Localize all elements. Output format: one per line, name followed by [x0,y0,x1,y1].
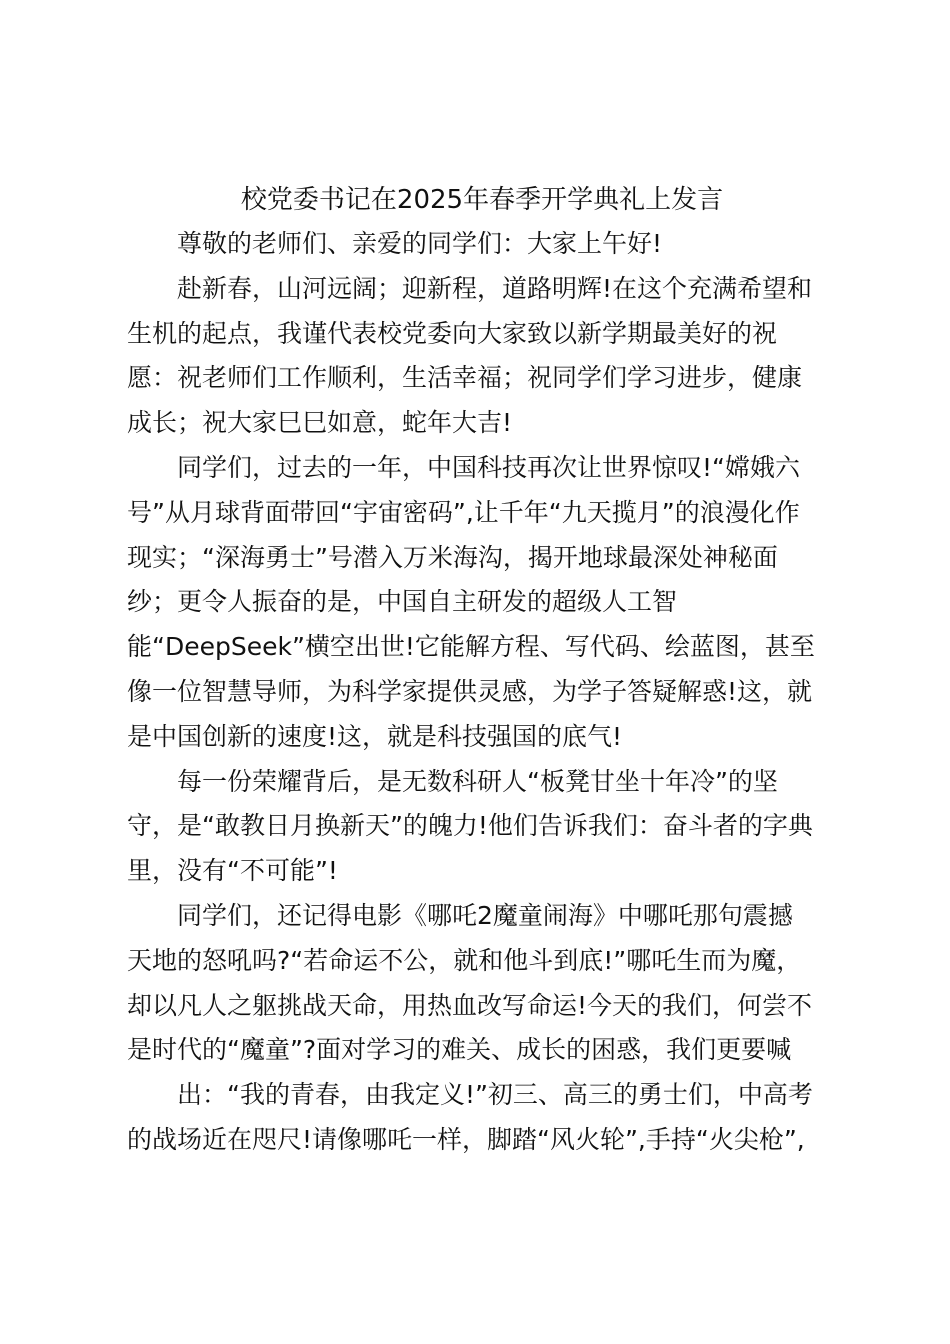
paragraph-line: 同学们，过去的一年，中国科技再次让世界惊叹!“嫦娥六 [177,452,800,482]
paragraph-line: 的战场近在咫尺!请像哪吒一样，脚踏“风火轮”,手持“火尖枪”, [127,1124,805,1154]
paragraph-line: 成长；祝大家巳巳如意，蛇年大吉! [127,408,513,438]
paragraph-line: 里，没有“不可能”! [127,856,338,886]
paragraph-line: 号”从月球背面带回“宇宙密码”,让千年“九天揽月”的浪漫化作 [127,497,800,527]
paragraph-container [127,222,837,1163]
paragraph-line: 是中国创新的速度!这，就是科技强国的底气! [127,721,623,751]
paragraph-line: 每一份荣耀背后，是无数科研人“板凳甘坐十年冷”的坚 [177,766,778,796]
paragraph-line: 现实；“深海勇士”号潜入万米海沟，揭开地球最深处神秘面 [127,542,778,572]
paragraph-line: 却以凡人之躯挑战天命，用热血改写命运!今天的我们，何尝不 [127,990,813,1020]
paragraph-line: 同学们，还记得电影《哪吒2魔童闹海》中哪吒那句震撼 [177,900,793,930]
paragraph-line: 天地的怒吼吗?“若命运不公，就和他斗到底!”哪吒生而为魔， [127,945,802,975]
paragraph-line: 愿：祝老师们工作顺利，生活幸福；祝同学们学习进步，健康 [127,363,803,393]
paragraph-line: 生机的起点，我谨代表校党委向大家致以新学期最美好的祝 [127,318,778,348]
paragraph-line: 像一位智慧导师，为科学家提供灵感，为学子答疑解惑!这，就 [127,676,813,706]
paragraph [127,894,837,1073]
paragraph [127,446,837,760]
paragraph [127,267,837,446]
paragraph [127,222,837,267]
paragraph [127,760,837,894]
paragraph-line: 能“DeepSeek”横空出世!它能解方程、写代码、绘蓝图，甚至 [127,632,815,662]
paragraph-line: 出：“我的青春，由我定义!”初三、高三的勇士们，中高考 [177,1080,813,1110]
paragraph-line: 是时代的“魔童”?面对学习的难关、成长的困惑，我们更要喊 [127,1035,792,1065]
document-title: 校党委书记在2025年春季开学典礼上发言 [240,185,724,215]
paragraph-line: 赴新春，山河远阔；迎新程，道路明辉!在这个充满希望和 [177,273,813,303]
document-body [127,178,837,1163]
paragraph-line: 尊敬的老师们、亲爱的同学们：大家上午好! [177,229,663,258]
paragraph [127,1073,837,1163]
paragraph-line: 纱；更令人振奋的是，中国自主研发的超级人工智 [127,587,678,617]
paragraph-line: 守，是“敢教日月换新天”的魄力!他们告诉我们：奋斗者的字典 [127,811,813,841]
